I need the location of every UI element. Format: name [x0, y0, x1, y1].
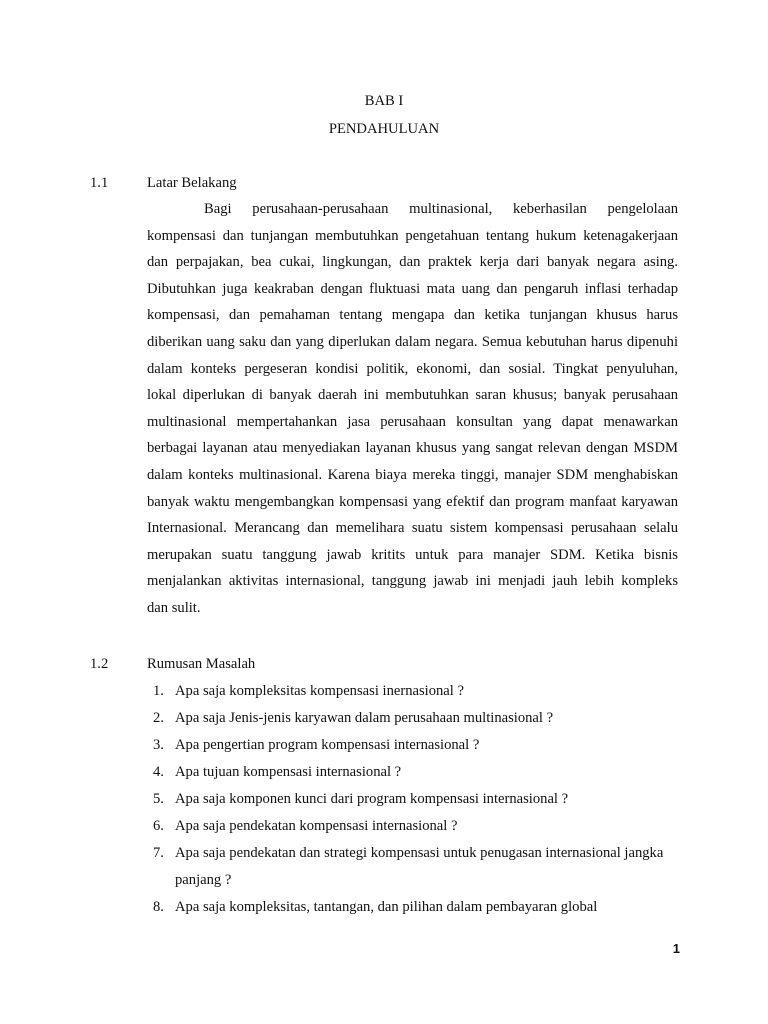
paragraph-line: dan sulit.: [147, 599, 201, 616]
list-item: [147, 789, 678, 816]
list-item: [147, 681, 678, 708]
list-item-number: 4.: [153, 764, 164, 780]
paragraph-line: kompensasi, dan pemahaman tentang mengapa dan ketika tunjangan khusus harus: [147, 307, 678, 324]
problem-list: [147, 681, 678, 924]
paragraph-line: kompensasi dan tunjangan membutuhkan pengetahuan tentang hukum ketenagakerjaan: [147, 227, 678, 244]
paragraph-line: Dibutuhkan juga keakraban dengan fluktuasi mata uang dan pengaruh inflasi terhadap: [147, 280, 678, 297]
list-item-number: 5.: [153, 791, 164, 807]
list-item: [147, 708, 678, 735]
paragraph-line: dan perpajakan, bea cukai, lingkungan, dan praktek kerja dari banyak negara asing.: [147, 254, 678, 271]
background-paragraph: [147, 199, 678, 625]
list-item-text: Apa tujuan kompensasi internasional ?: [175, 764, 402, 780]
paragraph-line: multinasional mempertahankan jasa perusahaan konsultan yang dapat menawarkan: [147, 413, 678, 430]
list-item-text: Apa pengertian program kompensasi internasional ?: [175, 737, 480, 753]
list-item-text: Apa saja pendekatan dan strategi kompensasi untuk penugasan internasional jangka: [175, 845, 664, 861]
list-item: [147, 816, 678, 843]
list-item-number: 3.: [153, 737, 164, 753]
list-item-text-continuation: panjang ?: [175, 872, 232, 888]
list-item-number: 6.: [153, 818, 164, 834]
list-item-text: Apa saja kompleksitas kompensasi inernasional ?: [175, 683, 464, 699]
list-item: [147, 762, 678, 789]
list-item: [147, 897, 678, 924]
paragraph-line: berbagai layanan atau menyediakan layanan khusus yang sangat relevan dengan MSDM: [147, 440, 678, 457]
chapter-label: BAB I: [364, 93, 404, 109]
list-item: [147, 735, 678, 762]
paragraph-line: diberikan uang saku dan yang diperlukan dalam negara. Semua kebutuhan harus dipenuhi: [147, 333, 678, 350]
paragraph-line: lokal diperlukan di banyak daerah ini membutuhkan saran khusus; banyak perusahaan: [147, 387, 678, 404]
paragraph-line: Internasional. Merancang dan memelihara suatu sistem kompensasi perusahaan selalu: [147, 520, 678, 537]
list-item-text: Apa saja Jenis-jenis karyawan dalam perusahaan multinasional ?: [175, 710, 554, 726]
list-item-text: Apa saja kompleksitas, tantangan, dan pilihan dalam pembayaran global: [175, 899, 598, 915]
list-item-text: Apa saja pendekatan kompensasi internasional ?: [175, 818, 458, 834]
list-item-text: Apa saja komponen kunci dari program kompensasi internasional ?: [175, 791, 569, 807]
list-item-number: 8.: [153, 899, 164, 915]
list-item-number: 2.: [153, 710, 164, 726]
paragraph-line: merupakan suatu tanggung jawab kritits untuk para manajer SDM. Ketika bisnis: [147, 546, 678, 563]
paragraph-line: menjalankan aktivitas internasional, tanggung jawab ini menjadi jauh lebih kompleks: [147, 573, 678, 590]
paragraph-line: banyak waktu mengembangkan kompensasi yang efektif dan program manfaat karyawan: [147, 493, 678, 510]
paragraph-line: Bagi perusahaan-perusahaan multinasional, keberhasilan pengelolaan: [204, 201, 678, 217]
page-number: 1: [672, 941, 680, 956]
list-item-number: 1.: [153, 683, 164, 699]
list-item: [147, 843, 678, 897]
section-number-1-2: 1.2: [90, 656, 109, 672]
list-item-number: 7.: [153, 845, 164, 861]
paragraph-line: dalam konteks multinasional. Karena biaya mereka tinggi, manajer SDM menghabiskan: [147, 466, 678, 483]
section-number-1-1: 1.1: [90, 175, 109, 191]
paragraph-line: dalam konteks pergeseran kondisi politik, ekonomi, dan sosial. Tingkat penyuluhan,: [147, 360, 678, 377]
section-title-latar-belakang: Latar Belakang: [147, 175, 237, 191]
chapter-title: PENDAHULUAN: [328, 121, 440, 137]
section-title-rumusan-masalah: Rumusan Masalah: [147, 656, 256, 672]
